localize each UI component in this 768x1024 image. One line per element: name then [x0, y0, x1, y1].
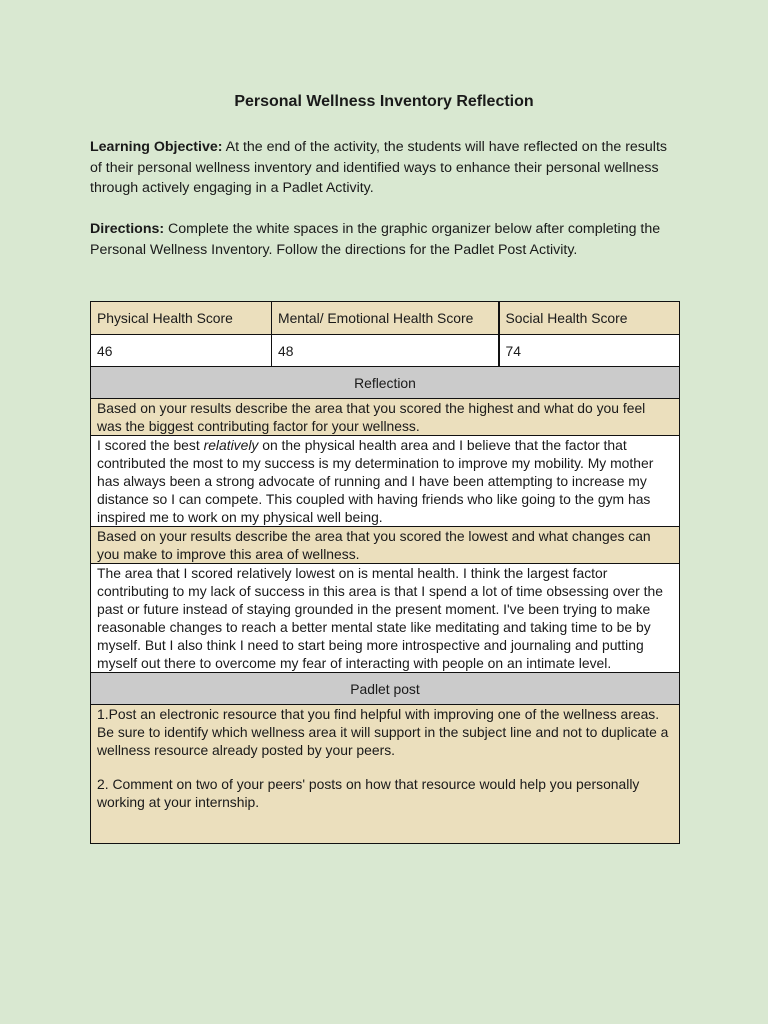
reflection-heading-row: [91, 367, 680, 399]
answer-lowest-row: [91, 564, 680, 673]
padlet-instructions: [91, 705, 680, 844]
score-header-row: [91, 302, 680, 335]
padlet-heading: Padlet post: [91, 673, 680, 705]
padlet-instruction-1: 1.Post an electronic resource that you find helpful with improving one of the wellness areas. Be sure to identify which wellness area it will support in the subject line and not to duplicate a wellness resource already posted by your peers.: [97, 706, 669, 758]
prompt-highest-row: [91, 399, 680, 436]
learning-objective: [90, 137, 680, 199]
answer-highest[interactable]: [91, 436, 680, 527]
answer-highest-italic: relatively: [203, 437, 259, 453]
mental-score-header: Mental/ Emotional Health Score: [272, 302, 499, 335]
directions-label: Directions:: [90, 221, 165, 237]
prompt-highest: Based on your results describe the area that you scored the highest and what do you feel was the biggest contributing factor for your wellness.: [91, 399, 680, 436]
social-score-header: Social Health Score: [499, 302, 680, 335]
answer-lowest[interactable]: The area that I scored relatively lowest on is mental health. I think the largest factor contributing to my lack of success in this area is that I spend a lot of time obsessing over the past or future instead of staying grounded in the present moment. I've been trying to make reasonable changes to reach a better mental state like meditating and taking time to be by myself. But I also think I need to start being more introspective and journaling and putting myself out there to overcome my fear of interacting with people on an intimate level.: [91, 564, 680, 673]
directions: [90, 219, 680, 260]
graphic-organizer-table: [90, 301, 680, 844]
prompt-lowest: Based on your results describe the area that you scored the lowest and what changes can you make to improve this area of wellness.: [91, 527, 680, 564]
prompt-lowest-row: [91, 527, 680, 564]
answer-highest-row: [91, 436, 680, 527]
answer-highest-before: I scored the best: [97, 437, 204, 453]
padlet-heading-row: [91, 673, 680, 705]
reflection-heading: Reflection: [91, 367, 680, 399]
padlet-instructions-row: [91, 705, 680, 844]
instruction-spacer: [97, 759, 673, 775]
learning-objective-label: Learning Objective:: [90, 139, 223, 155]
physical-score-value[interactable]: 46: [91, 335, 272, 367]
answer-highest-after: on the physical health area and I believe that the factor that contributed the most to my success is my determination to improve my mobility. My mother has always been a strong advocate of running and I have been attempting to increase my distance so I can compete. This coupled with having friends who like going to the gym has inspired me to work on my physical well being.: [97, 437, 654, 525]
learning-objective-text: At the end of the activity, the students will have reflected on the results of their personal wellness inventory and identified ways to enhance their personal wellness through actively engaging in a Padlet Activity.: [90, 139, 667, 196]
mental-score-value[interactable]: 48: [272, 335, 499, 367]
padlet-instruction-2: 2. Comment on two of your peers' posts on how that resource would help you personally working at your internship.: [97, 776, 640, 810]
social-score-value[interactable]: 74: [499, 335, 680, 367]
directions-text: Complete the white spaces in the graphic organizer below after completing the Personal Wellness Inventory. Follow the directions for the Padlet Post Activity.: [90, 221, 661, 258]
score-value-row: [91, 335, 680, 367]
page-title: Personal Wellness Inventory Reflection: [234, 93, 534, 110]
physical-score-header: Physical Health Score: [91, 302, 272, 335]
